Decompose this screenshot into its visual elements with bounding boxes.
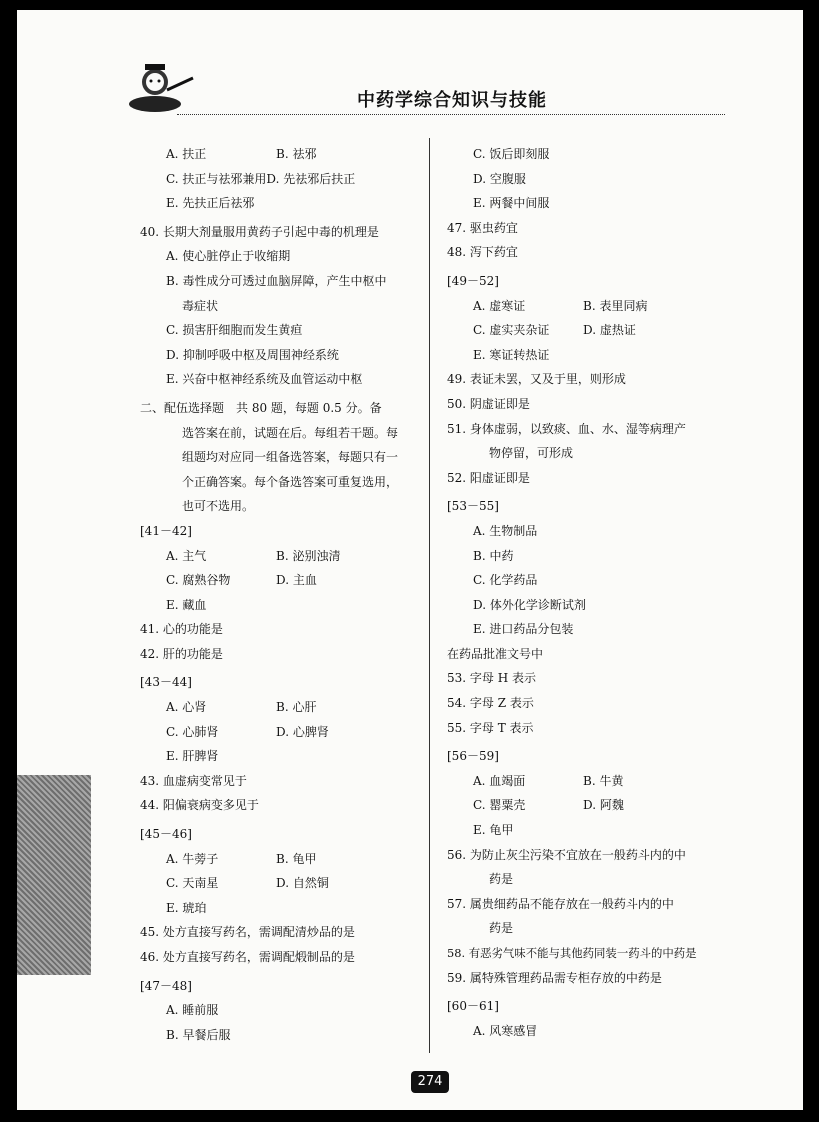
option: C. 心肺肾 bbox=[166, 724, 219, 739]
group-heading: [41－42] bbox=[140, 523, 192, 538]
question: 55. 字母 T 表示 bbox=[447, 720, 534, 735]
option: D. 心脾肾 bbox=[276, 724, 329, 739]
group-heading: [47－48] bbox=[140, 978, 192, 993]
option: E. 进口药品分包装 bbox=[473, 622, 574, 637]
option: E. 兴奋中枢神经系统及血管运动中枢 bbox=[166, 372, 363, 387]
option: B. 早餐后服 bbox=[166, 1027, 231, 1042]
left-column bbox=[140, 142, 423, 1047]
option: D. 主血 bbox=[276, 573, 317, 588]
question: 48. 泻下药宜 bbox=[447, 245, 518, 260]
group-heading: [43－44] bbox=[140, 675, 192, 690]
question: 46. 处方直接写药名，需调配煅制品的是 bbox=[140, 950, 355, 964]
option: 毒症状 bbox=[182, 298, 219, 313]
option-row bbox=[140, 695, 423, 720]
option: C. 天南星 bbox=[166, 876, 219, 891]
option-row bbox=[447, 793, 729, 818]
question: 物停留，可形成 bbox=[489, 446, 574, 461]
option: B. 祛邪 bbox=[276, 147, 317, 161]
group-heading: [56－59] bbox=[447, 749, 499, 764]
option-row bbox=[140, 847, 423, 872]
question: 53. 字母 H 表示 bbox=[447, 671, 536, 686]
option: B. 龟甲 bbox=[276, 851, 317, 866]
question: 51. 身体虚弱，以致痰、血、水、湿等病理产 bbox=[447, 421, 686, 436]
option: A. 睡前服 bbox=[166, 1003, 219, 1018]
option: C. 化学药品 bbox=[473, 573, 538, 588]
option-row bbox=[140, 871, 423, 896]
page bbox=[17, 10, 803, 1110]
option: C. 腐熟谷物 bbox=[166, 573, 231, 588]
option-row bbox=[140, 142, 423, 167]
option-row bbox=[447, 318, 729, 343]
option: B. 表里同病 bbox=[583, 298, 648, 313]
section-heading: 二、配伍选择题 共 80 题，每题 0.5 分。备 bbox=[140, 400, 382, 415]
option-row bbox=[447, 294, 729, 319]
option: A. 扶正 bbox=[166, 147, 207, 161]
question: 45. 处方直接写药名，需调配清炒品的是 bbox=[140, 925, 355, 940]
option: A. 风寒感冒 bbox=[473, 1023, 538, 1038]
option: C. 扶正与祛邪兼用D. 先祛邪后扶正 bbox=[166, 171, 356, 186]
option: A. 牛蒡子 bbox=[166, 851, 219, 866]
option: D. 自然铜 bbox=[276, 876, 329, 891]
option: A. 使心脏停止于收缩期 bbox=[166, 249, 291, 264]
option: A. 虚寒证 bbox=[473, 298, 526, 313]
option-row bbox=[140, 568, 423, 593]
group-heading: [53－55] bbox=[447, 499, 499, 514]
option: D. 空腹服 bbox=[473, 171, 526, 186]
group-heading: [60－61] bbox=[447, 999, 499, 1014]
option: D. 阿魏 bbox=[583, 798, 624, 813]
option: E. 龟甲 bbox=[473, 823, 514, 838]
question: 54. 字母 Z 表示 bbox=[447, 696, 534, 711]
question: 49. 表证未罢，又及于里，则形成 bbox=[447, 372, 626, 387]
section-text: 也可不选用。 bbox=[182, 499, 255, 514]
group-heading: [45－46] bbox=[140, 827, 192, 842]
option: C. 饭后即刻服 bbox=[473, 147, 550, 161]
question-stem: 在药品批准文号中 bbox=[447, 646, 544, 661]
option: A. 主气 bbox=[166, 548, 207, 563]
question: 41. 心的功能是 bbox=[140, 622, 223, 637]
question: 43. 血虚病变常见于 bbox=[140, 773, 247, 788]
right-column bbox=[447, 142, 729, 1043]
option: E. 藏血 bbox=[166, 597, 207, 612]
option: A. 生物制品 bbox=[473, 523, 538, 538]
section-text: 选答案在前，试题在后。每组若干题。每 bbox=[182, 425, 399, 440]
option-row bbox=[447, 769, 729, 794]
option-row bbox=[140, 720, 423, 745]
question: 58. 有恶劣气味不能与其他药同装一药斗的中药是 bbox=[447, 946, 697, 960]
question: 52. 阳虚证即是 bbox=[447, 470, 530, 485]
option: E. 寒证转热证 bbox=[473, 347, 550, 362]
question: 47. 驱虫药宜 bbox=[447, 220, 518, 235]
question: 50. 阴虚证即是 bbox=[447, 396, 530, 411]
option: B. 毒性成分可透过血脑屏障，产生中枢中 bbox=[166, 273, 387, 288]
option: B. 牛黄 bbox=[583, 773, 624, 788]
option: B. 泌别浊清 bbox=[276, 548, 341, 563]
option: C. 损害肝细胞而发生黄疸 bbox=[166, 323, 303, 338]
doctor-logo-icon bbox=[125, 60, 197, 116]
question: 44. 阳偏衰病变多见于 bbox=[140, 798, 259, 813]
option: E. 琥珀 bbox=[166, 900, 207, 915]
question: 药是 bbox=[489, 872, 514, 887]
section-text: 组题均对应同一组备选答案，每题只有一 bbox=[182, 450, 399, 465]
question: 57. 属贵细药品不能存放在一般药斗内的中 bbox=[447, 896, 674, 911]
page-title: 中药学综合知识与技能 bbox=[357, 90, 547, 111]
option: A. 心肾 bbox=[166, 700, 207, 715]
header-divider bbox=[177, 114, 725, 115]
question: 59. 属特殊管理药品需专柜存放的中药是 bbox=[447, 970, 662, 985]
question: 药是 bbox=[489, 921, 514, 936]
side-tab-mark bbox=[17, 775, 91, 975]
option: C. 罂粟壳 bbox=[473, 798, 526, 813]
group-heading: [49－52] bbox=[447, 273, 499, 288]
option: B. 心肝 bbox=[276, 700, 317, 715]
option: E. 先扶正后祛邪 bbox=[166, 196, 255, 211]
option: E. 肝脾肾 bbox=[166, 749, 219, 764]
option: E. 两餐中间服 bbox=[473, 196, 550, 211]
page-number: 274 bbox=[411, 1071, 449, 1093]
question: 40. 长期大剂量服用黄药子引起中毒的机理是 bbox=[140, 224, 379, 239]
question: 56. 为防止灰尘污染不宜放在一般药斗内的中 bbox=[447, 847, 686, 862]
option: D. 抑制呼吸中枢及周围神经系统 bbox=[166, 347, 339, 362]
option: C. 虚实夹杂证 bbox=[473, 323, 550, 338]
question: 42. 肝的功能是 bbox=[140, 646, 223, 661]
option: D. 体外化学诊断试剂 bbox=[473, 597, 586, 612]
option: D. 虚热证 bbox=[583, 323, 636, 338]
column-divider bbox=[429, 138, 430, 1053]
section-text: 个正确答案。每个备选答案可重复选用， bbox=[182, 474, 399, 489]
option: A. 血竭面 bbox=[473, 773, 526, 788]
option: B. 中药 bbox=[473, 548, 514, 563]
option-row bbox=[140, 544, 423, 569]
